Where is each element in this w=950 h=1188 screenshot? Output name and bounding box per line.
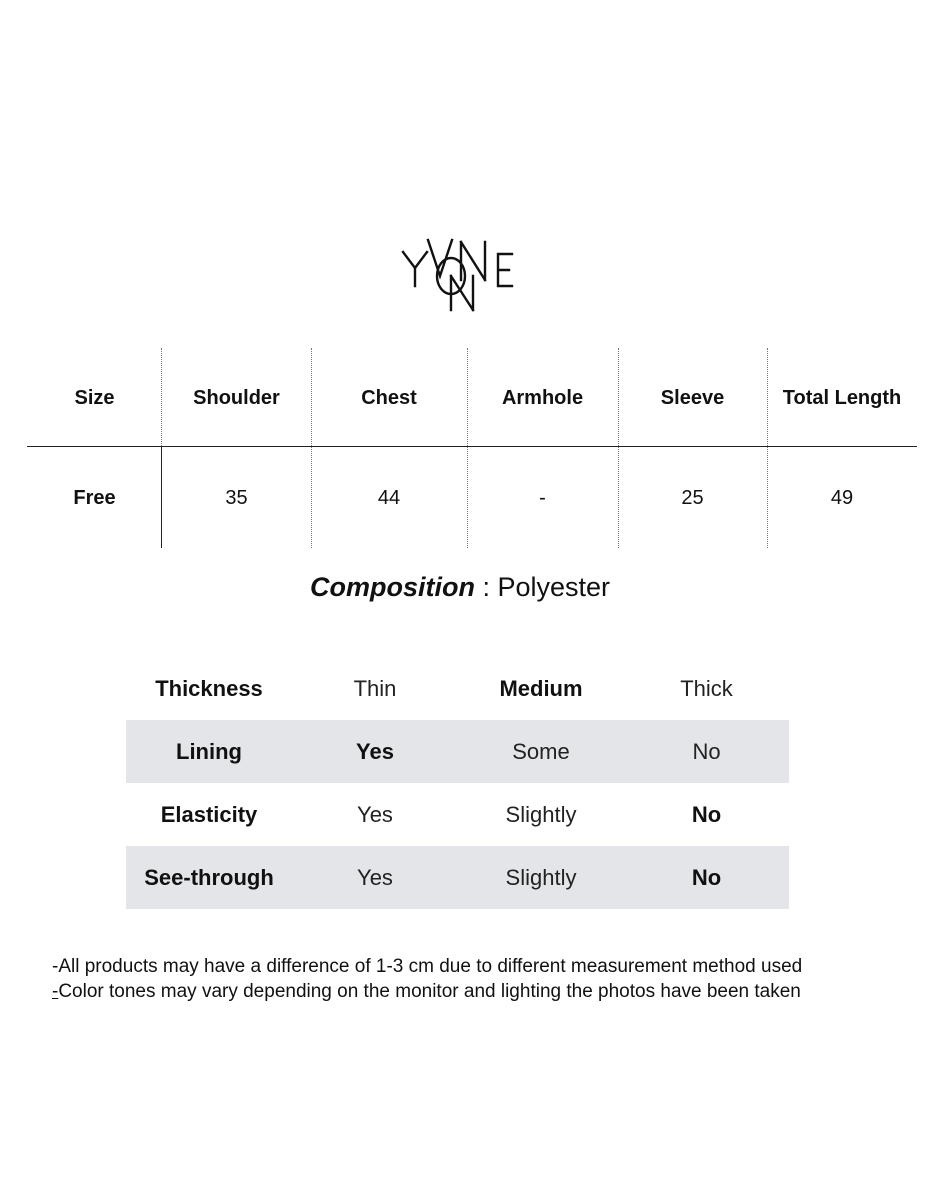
note-color-text: Color tones may vary depending on the monitor and lighting the photos have been taken <box>58 981 801 1002</box>
size-table-divider <box>311 348 312 548</box>
fabric-option-selected: No <box>691 864 722 890</box>
composition-label: Composition <box>309 572 475 602</box>
size-table-divider <box>618 348 619 548</box>
fabric-option: Thick <box>680 675 733 701</box>
composition-value: Polyester <box>497 572 611 602</box>
size-header-total-length: Total Length <box>782 386 902 409</box>
fabric-properties-table <box>126 657 789 909</box>
fabric-option: Slightly <box>505 801 577 827</box>
fabric-row-lining <box>126 720 789 783</box>
fabric-attribute-label: Elasticity <box>160 801 258 827</box>
fabric-row-see-through <box>126 846 789 909</box>
size-table <box>27 348 917 548</box>
fabric-option: Slightly <box>505 864 577 890</box>
size-cell-chest: 44 <box>377 486 401 509</box>
fabric-attribute-label: Thickness <box>155 675 263 701</box>
note-color <box>52 979 802 1004</box>
size-cell-sleeve: 25 <box>681 486 704 509</box>
fabric-option: No <box>692 738 721 764</box>
size-cell-armhole: - <box>539 486 546 509</box>
disclaimer-notes <box>52 954 802 1004</box>
composition-line <box>0 572 920 603</box>
size-table-divider <box>161 348 162 446</box>
size-table-divider <box>467 348 468 548</box>
fabric-option-selected: No <box>691 801 722 827</box>
size-header-size: Size <box>74 386 115 409</box>
brand-logo <box>395 232 525 314</box>
composition-separator: : <box>474 572 498 602</box>
note-color-dash: - <box>52 981 59 1002</box>
fabric-option: Yes <box>357 864 393 890</box>
size-header-armhole: Armhole <box>501 386 584 409</box>
note-measurement: -All products may have a difference of 1-3 cm due to different measurement method used <box>52 956 803 977</box>
fabric-row-elasticity <box>126 783 789 846</box>
brand-logo-mark <box>395 232 525 314</box>
size-table-divider <box>767 348 768 548</box>
fabric-option: Some <box>512 738 570 764</box>
fabric-option-selected: Medium <box>499 675 583 701</box>
size-cell-size: Free <box>73 486 116 509</box>
size-table-divider-solid <box>161 446 162 548</box>
size-cell-shoulder: 35 <box>225 486 248 509</box>
size-cell-total-length: 49 <box>830 486 854 509</box>
fabric-attribute-label: Lining <box>176 738 242 764</box>
size-header-sleeve: Sleeve <box>660 386 725 409</box>
fabric-option: Thin <box>353 675 397 701</box>
fabric-option-selected: Yes <box>356 738 394 764</box>
size-header-shoulder: Shoulder <box>193 386 280 409</box>
fabric-row-thickness <box>126 657 789 720</box>
fabric-option: Yes <box>357 801 393 827</box>
size-header-chest: Chest <box>361 386 417 409</box>
fabric-attribute-label: See-through <box>144 864 274 890</box>
